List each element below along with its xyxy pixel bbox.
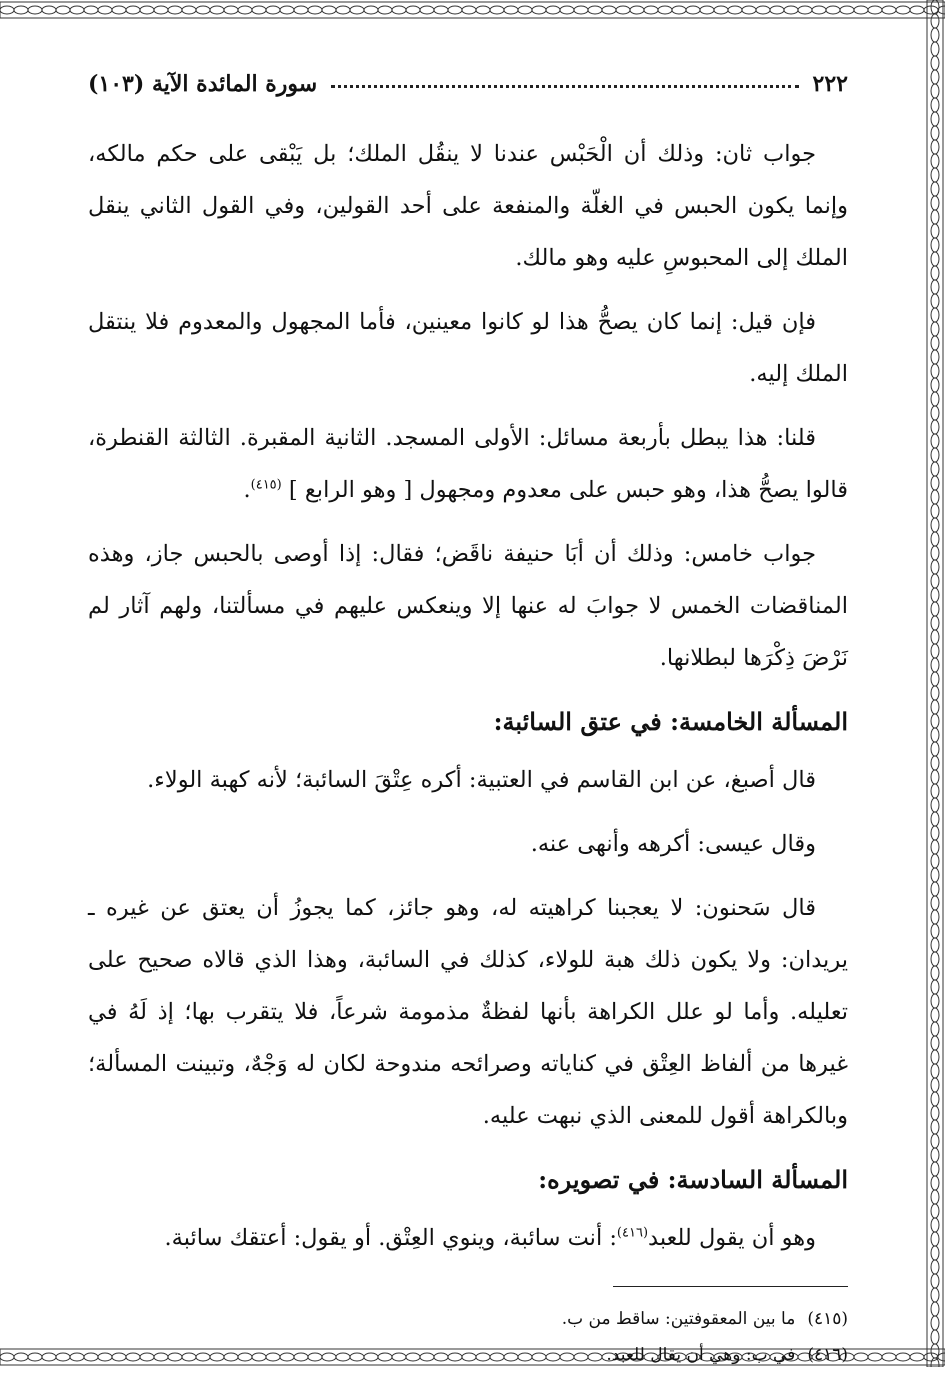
paragraph-answer-five: جواب خامس: وذلك أن أبَا حنيفة ناقَض؛ فقال: إذا أوصى بالحبس جاز، وهذه المناقضات الخمس لا جوابَ له عنها إلا وينعكس عليهم في مسألتنا، ولهم آثار لم نَرْضَ ذِكْرَها لبطلانها.	[88, 541, 848, 671]
paragraph-depiction	[88, 1212, 848, 1264]
depiction-text-start: وهو أن يقول للعبد	[648, 1225, 816, 1251]
paragraph-answer-two: جواب ثان: وذلك أن الْحَبْس عندنا لا ينقُل الملك؛ بل يَبْقى على حكم مالكه، وإنما يكون الحبس في الغلّة والمنفعة على أحد القولين، وفي القول الثاني ينقل الملك إلى المحبوسِ عليه وهو مالك.	[88, 141, 848, 271]
reply-text: قلنا: هذا يبطل بأربعة مسائل: الأولى المسجد. الثانية المقبرة. الثالثة القنطرة، قالوا يصحُّ هذا، وهو حبس على معدوم ومجهول [ وهو الرابع ]	[88, 425, 848, 503]
decorative-border-right	[925, 0, 945, 1367]
depiction-text-end: : أنت سائبة، وينوي العِتْق. أو يقول: أعتقك سائبة.	[164, 1225, 617, 1251]
footnote-number: (٤١٥)	[807, 1309, 848, 1329]
paragraph-reply: قلنا: هذا يبطل بأربعة مسائل: الأولى المسجد. الثانية المقبرة. الثالثة القنطرة، قالوا يصحُّ هذا، وهو حبس على معدوم ومجهول [ وهو الرابع ] $^{(٤١٥)}$.	[88, 425, 848, 503]
header-dotted-leader	[331, 85, 798, 88]
footnote-415	[88, 1301, 848, 1337]
paragraph-sahnun: قال سَحنون: لا يعجبنا كراهيته له، وهو جائز، كما يجوزُ أن يعتق عن غيره ـ يريدان: ولا يكون ذلك هبة للولاء، كذلك في السائبة، وهذا الذي قالاه صحيح على تعليله. وأما لو علل الكراهة بأنها لفظةٌ مذمومة شرعاً، فلا يتقرب بها؛ إذ لَهُ في غيرها من ألفاظ العِتْق في كناياته وصرائحه مندوحة لكان له وَجْهٌ، وتبينت المسألة؛ وبالكراهة أقول للمعنى الذي نبهت عليه.	[88, 895, 848, 1129]
running-title: سورة المائدة الآية (١٠٣)	[88, 71, 318, 97]
running-header	[88, 60, 848, 108]
footnote-separator	[613, 1286, 848, 1287]
page-number: ٢٢٢	[812, 71, 848, 97]
section-heading-fifth: المسألة الخامسة: في عتق السائبة:	[493, 707, 848, 736]
book-page	[88, 60, 848, 1365]
footnote-text: في ب: وهي أن يقال للعبد.	[606, 1345, 796, 1365]
footnote-416	[88, 1337, 848, 1373]
footnote-number: (٤١٦)	[807, 1345, 848, 1365]
paragraph-isa: وقال عيسى: أكرهه وأنهى عنه.	[530, 831, 816, 857]
section-heading-sixth: المسألة السادسة: في تصويره:	[538, 1165, 848, 1194]
decorative-border-top	[0, 0, 945, 20]
footnote-ref-415: (٤١٥)	[250, 477, 282, 493]
footnote-text: ما بين المعقوفتين: ساقط من ب.	[561, 1309, 796, 1329]
paragraph-asbagh: قال أصبغ، عن ابن القاسم في العتبية: أكره عِتْقَ السائبة؛ لأنه كهبة الولاء.	[147, 767, 816, 793]
paragraph-objection: فإن قيل: إنما كان يصحُّ هذا لو كانوا معينين، فأما المجهول والمعدوم فلا ينتقل الملك إليه.	[88, 309, 848, 387]
footnote-ref-416: (٤١٦)	[616, 1225, 649, 1241]
